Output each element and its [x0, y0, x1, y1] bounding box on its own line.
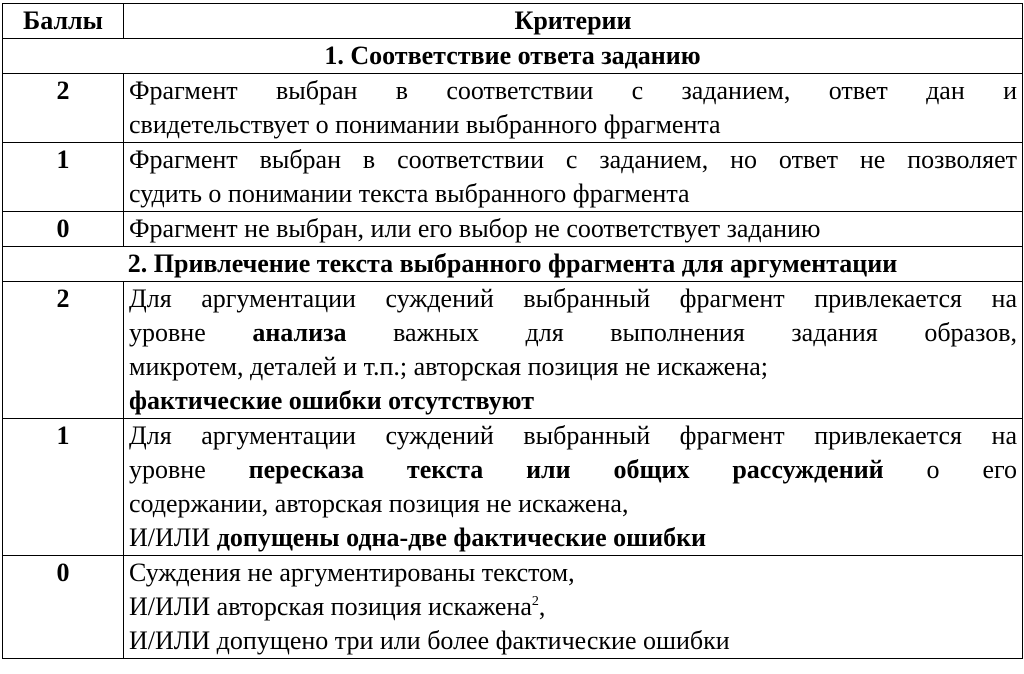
header-row [3, 4, 1023, 39]
score-column-header: Баллы [3, 4, 124, 39]
section-1-title: 1. Соответствие ответа заданию [3, 39, 1023, 74]
score-cell: 0 [3, 556, 124, 659]
criterion-line [129, 590, 1017, 624]
section-2-row [3, 247, 1023, 282]
criterion-emphasis: пересказа текста или общих рассуждений [248, 455, 884, 484]
criterion-line: Фрагмент выбран в соответствии с заданием, ответ дан и [129, 76, 1017, 105]
table-row [3, 74, 1023, 143]
section-1-row [3, 39, 1023, 74]
criterion-text-fragment: важных для выполнения задания образов, [346, 318, 1017, 347]
criterion-text-fragment: уровне [129, 455, 249, 484]
criterion-text [124, 282, 1023, 419]
criterion-text [124, 74, 1023, 143]
criterion-text [124, 212, 1023, 247]
criterion-emphasis: фактические ошибки отсутствуют [129, 386, 534, 415]
footnote-marker: 2 [531, 594, 539, 609]
criterion-line: И/ИЛИ допущено три или более фактические ошибки [129, 626, 730, 655]
criterion-text-fragment: о его [883, 455, 1017, 484]
score-cell: 2 [3, 74, 124, 143]
criterion-text-fragment: , [538, 592, 546, 621]
score-cell: 1 [3, 143, 124, 212]
criterion-line: судить о понимании текста выбранного фрагмента [129, 179, 690, 208]
criterion-line: Для аргументации суждений выбранный фрагмент привлекается на [129, 421, 1017, 450]
criterion-text [124, 143, 1023, 212]
score-cell: 2 [3, 282, 124, 419]
criterion-line: Фрагмент не выбран, или его выбор не соответствует заданию [129, 214, 821, 243]
criterion-emphasis: допущены одна-две фактические ошибки [216, 523, 707, 552]
criterion-line [129, 453, 1017, 487]
table-row [3, 556, 1023, 659]
criterion-text [124, 419, 1023, 556]
criterion-text [124, 556, 1023, 659]
score-cell: 1 [3, 419, 124, 556]
criterion-line: Фрагмент выбран в соответствии с заданием, но ответ не позволяет [129, 145, 1017, 174]
score-cell: 0 [3, 212, 124, 247]
criterion-line [129, 316, 1017, 350]
table-row [3, 419, 1023, 556]
criterion-text-fragment: И/ИЛИ авторская позиция искажена [129, 592, 532, 621]
table-row [3, 282, 1023, 419]
criterion-emphasis: анализа [252, 318, 347, 347]
criterion-line [129, 521, 1017, 555]
criterion-line [129, 384, 1017, 418]
criterion-line: свидетельствует о понимании выбранного фрагмента [129, 110, 721, 139]
criterion-text-fragment: уровне [129, 318, 253, 347]
table-row [3, 143, 1023, 212]
criterion-line: Для аргументации суждений выбранный фрагмент привлекается на [129, 284, 1017, 313]
criterion-line: содержании, авторская позиция не искажена, [129, 489, 629, 518]
criterion-line: микротем, деталей и т.п.; авторская позиция не искажена; [129, 352, 768, 381]
criterion-text-fragment: И/ИЛИ [129, 523, 217, 552]
section-2-title: 2. Привлечение текста выбранного фрагмента для аргументации [3, 247, 1023, 282]
criteria-column-header: Критерии [124, 4, 1023, 39]
criteria-table [2, 3, 1023, 659]
table-row [3, 212, 1023, 247]
criterion-line: Суждения не аргументированы текстом, [129, 558, 575, 587]
